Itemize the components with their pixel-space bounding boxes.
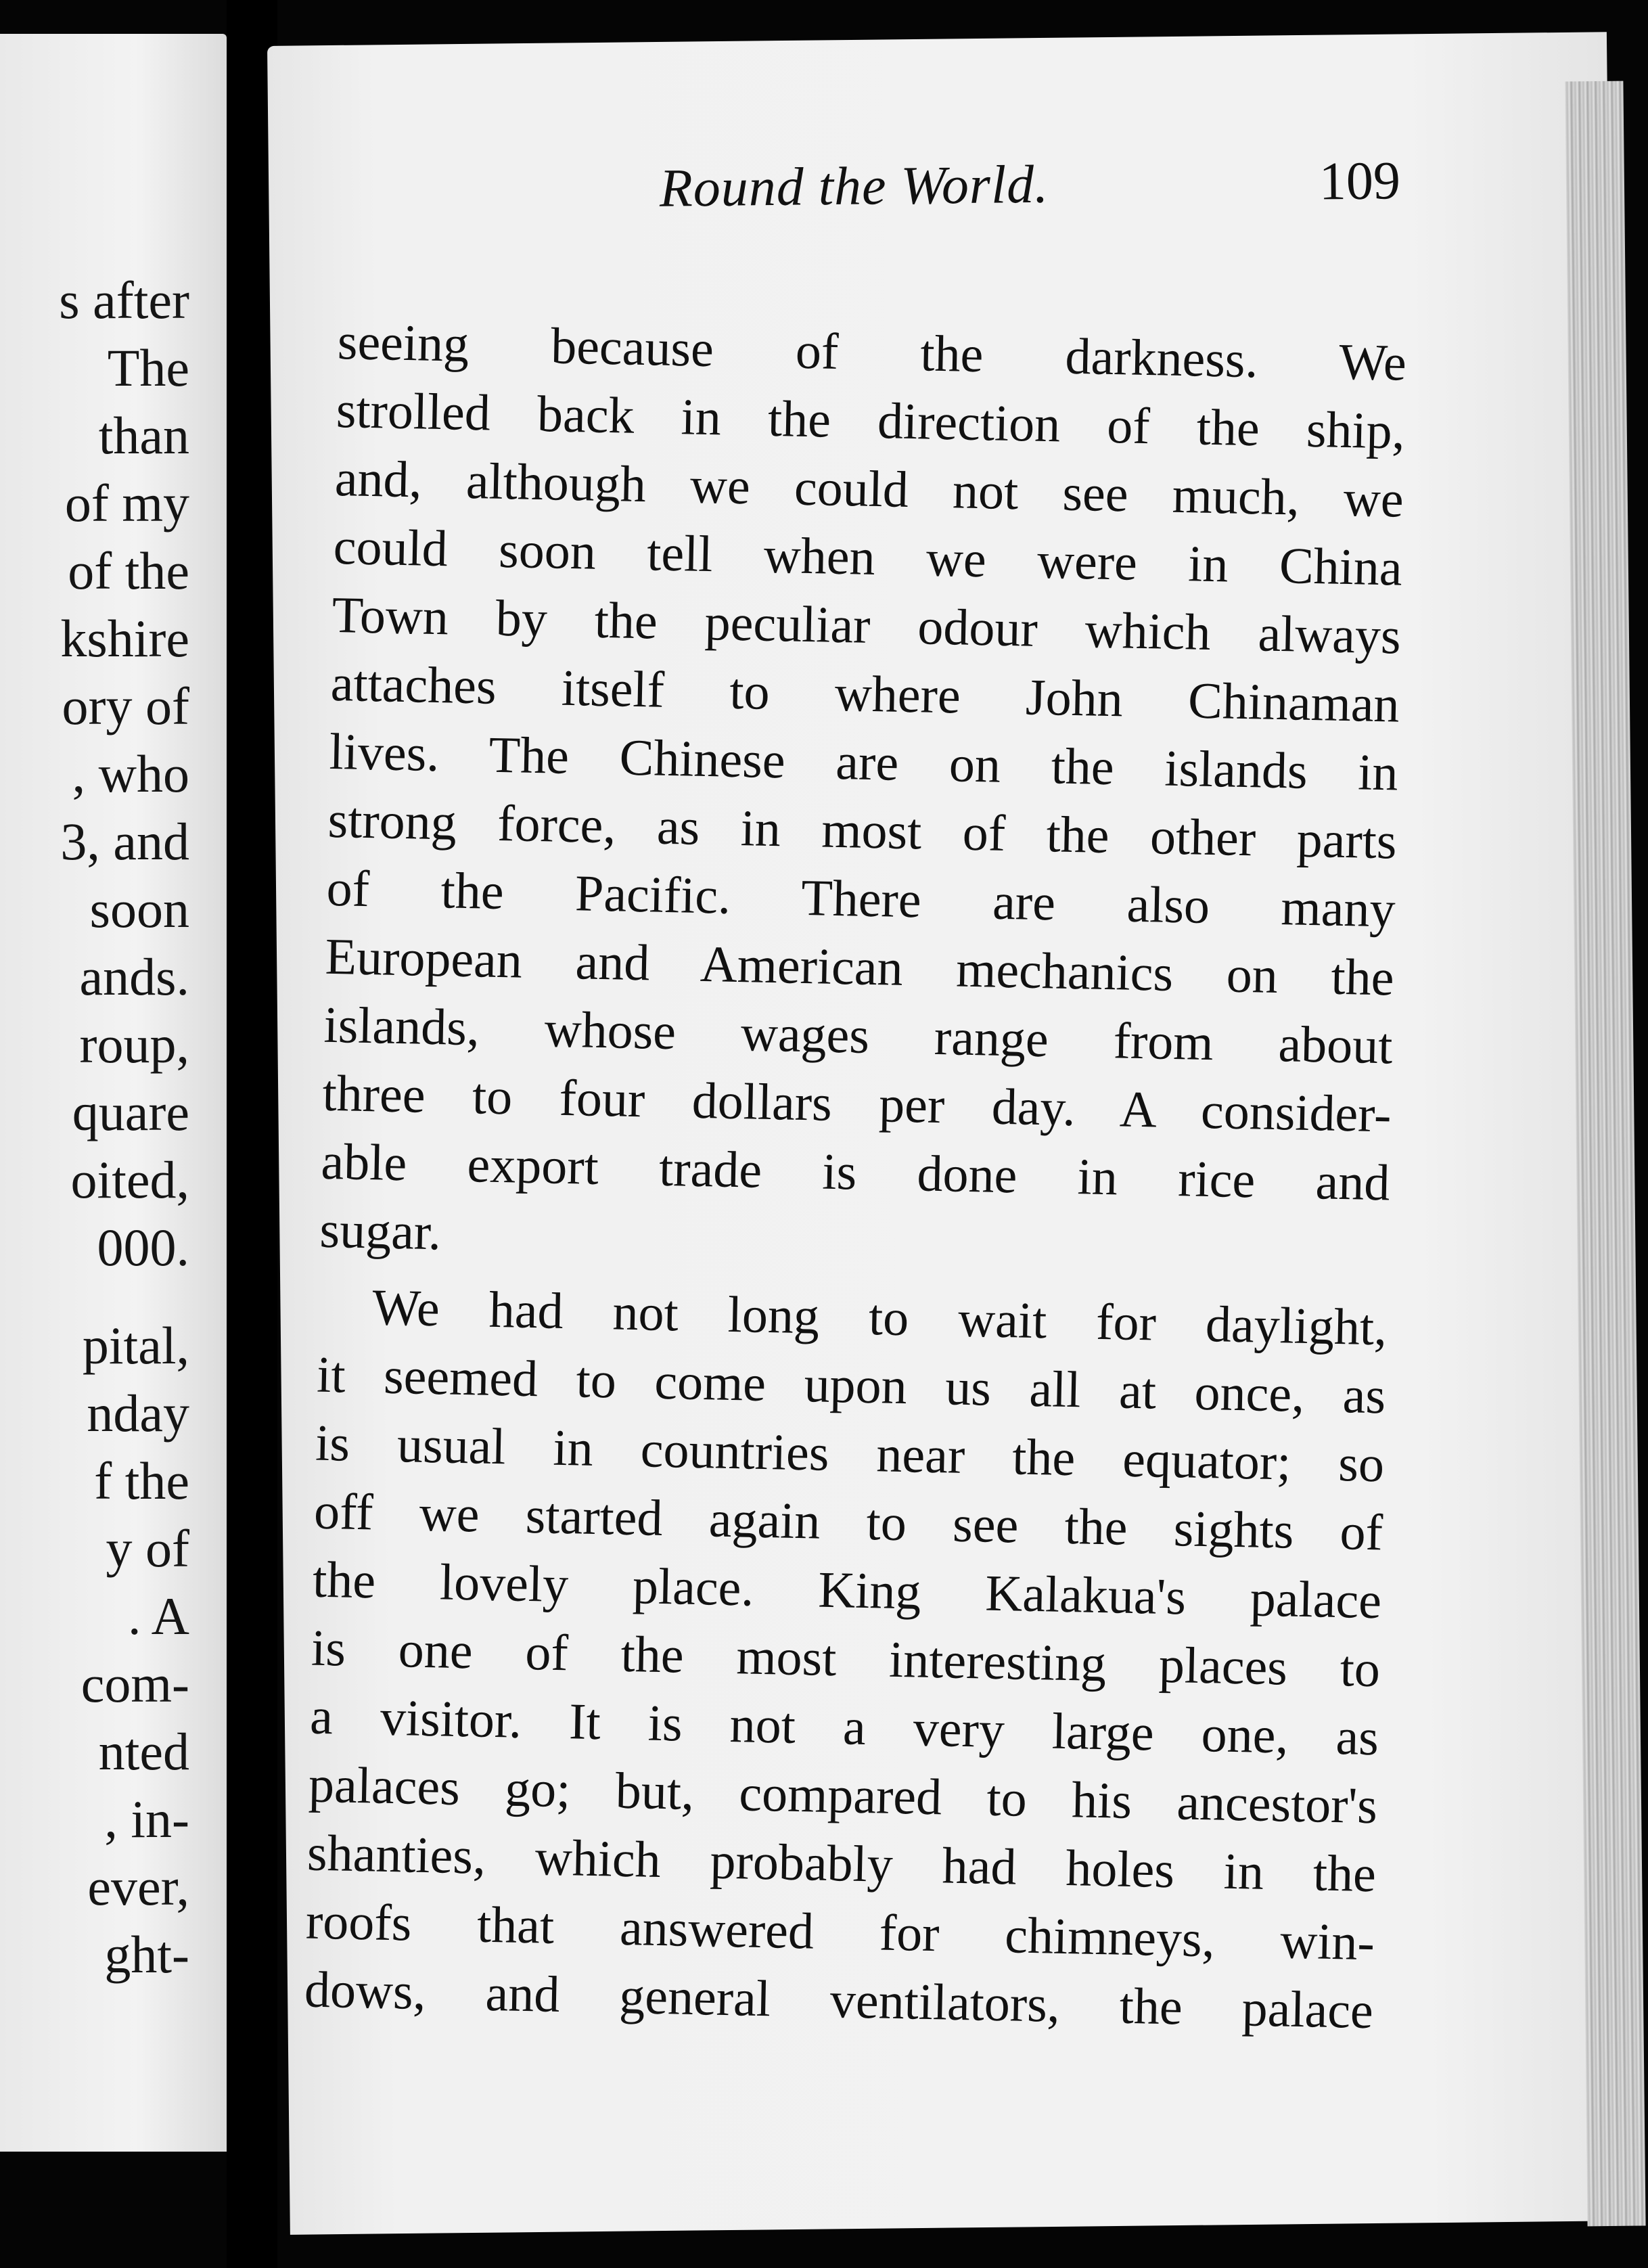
left-page-fragment: of the <box>68 541 189 600</box>
running-title: Round the World. <box>659 154 1049 219</box>
left-page-fragment: ght- <box>104 1925 189 1984</box>
left-page-fragment: 3, and <box>60 812 189 871</box>
left-page-fragment: . A <box>127 1587 189 1646</box>
text-line: We had not long to wait for daylight, <box>371 1279 1388 1357</box>
text-line: palaces go; but, compared to his ancestor's <box>308 1756 1378 1835</box>
left-page-fragment: , who <box>72 744 189 803</box>
text-line: dows, and general ventilators, the palace <box>304 1961 1374 2040</box>
left-page-fragment: f the <box>94 1451 189 1510</box>
left-page-fragment: roup, <box>79 1015 189 1074</box>
paragraph <box>319 308 1407 1286</box>
text-line: could soon tell when we were in China <box>333 518 1403 597</box>
text-line: seeing because of the darkness. We <box>337 313 1407 392</box>
left-page-fragment: , in- <box>104 1790 189 1849</box>
text-line: lives. The Chinese are on the islands in <box>328 723 1399 802</box>
text-line: and, although we could not see much, we <box>334 449 1404 528</box>
left-page-fragment: quare <box>72 1083 189 1141</box>
left-page-fragment: com- <box>81 1654 189 1713</box>
text-line: roofs that answered for chimneys, win- <box>305 1892 1375 1972</box>
left-page-fragment: ands. <box>79 947 189 1006</box>
left-page-fragment: The <box>107 338 189 397</box>
page-number: 109 <box>1319 151 1401 212</box>
left-page-fragment: 000. <box>97 1218 189 1277</box>
left-page-fragment: kshire <box>60 609 189 668</box>
text-line: attaches itself to where John Chinaman <box>330 654 1400 733</box>
left-page <box>0 34 227 2152</box>
text-line: shanties, which probably had holes in the <box>306 1824 1377 1903</box>
left-page-fragment: ever, <box>87 1857 189 1916</box>
left-page-fragment: nday <box>87 1384 189 1443</box>
left-page-fragment: than <box>98 406 189 465</box>
left-page-fragment: pital, <box>82 1316 189 1375</box>
left-page-fragment: oited, <box>70 1150 189 1209</box>
left-page-fragment: soon <box>89 880 189 938</box>
text-line: sugar. <box>319 1201 442 1261</box>
left-page-fragment: ory of <box>62 677 189 735</box>
text-line: strong force, as in most of the other parts <box>327 791 1398 870</box>
left-page-fragment: nted <box>98 1722 189 1781</box>
text-line: three to four dollars per day. A consider- <box>321 1064 1392 1143</box>
text-line: strolled back in the direction of the ship, <box>336 381 1406 460</box>
text-line: a visitor. It is not a very large one, as <box>309 1687 1379 1767</box>
text-line: able export trade is done in rice and <box>320 1133 1391 1212</box>
left-page-fragment: y of <box>106 1519 189 1578</box>
text-line: the lovely place. King Kalakua's palace <box>312 1551 1382 1630</box>
text-line: is one of the most interesting places to <box>311 1619 1381 1698</box>
text-line: European and American mechanics on the <box>324 928 1395 1007</box>
body-text <box>304 308 1407 2045</box>
text-line: off we started again to see the sights of <box>313 1482 1383 1562</box>
paragraph <box>304 1273 1388 2045</box>
text-line: of the Pacific. There are also many <box>325 859 1396 938</box>
text-line: islands, whose wages range from about <box>323 996 1394 1075</box>
left-page-fragment: s after <box>59 271 189 330</box>
running-header <box>385 150 1414 235</box>
text-line: is usual in countries near the equator; so <box>315 1414 1385 1493</box>
left-page-fragment: of my <box>64 474 189 532</box>
text-line: Town by the peculiar odour which always <box>331 586 1402 665</box>
text-line: it seemed to come upon us all at once, as <box>316 1346 1386 1425</box>
